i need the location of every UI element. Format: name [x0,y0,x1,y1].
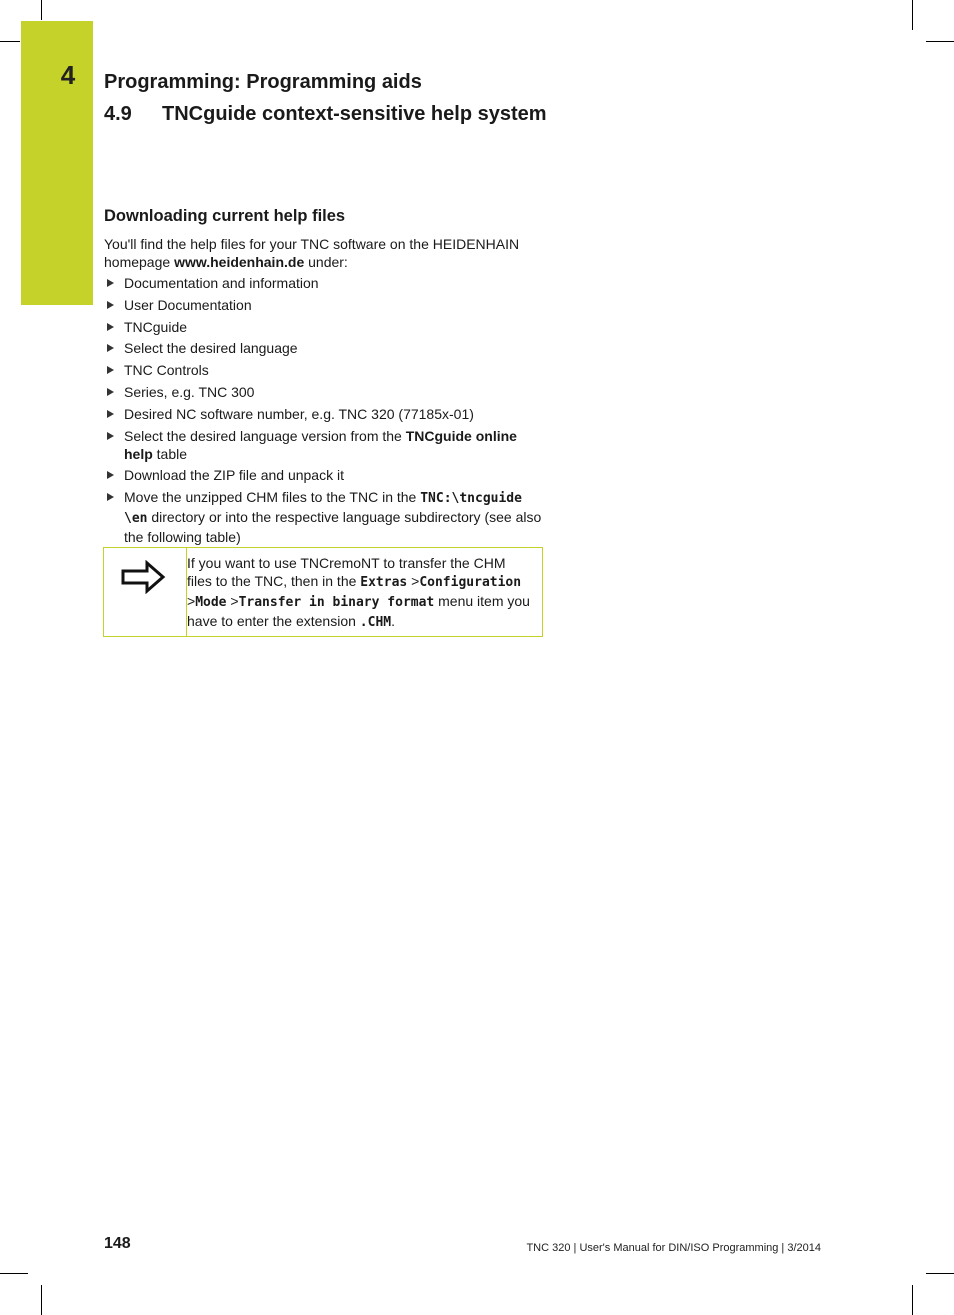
menu-separator: > [407,573,420,589]
step-text: Series, e.g. TNC 300 [124,383,255,400]
file-extension: .CHM [359,615,392,630]
section-title [104,103,547,126]
step-text: Move the unzipped CHM files to the TNC in the [124,489,421,506]
step-item [104,339,544,357]
intro-text: You'll find the help files for your TNC software on the HEIDENHAIN homepage [104,236,520,270]
step-text: Select the desired language version from the [124,427,406,444]
main-content [104,205,544,550]
chapter-tab [21,21,93,305]
menu-configuration: Configuration [419,575,522,590]
crop-mark [0,41,20,42]
crop-mark [41,1285,42,1315]
menu-transfer-binary: Transfer in binary format [238,595,435,610]
step-item [104,361,544,379]
menu-separator: > [226,593,239,609]
crop-mark [926,41,954,42]
step-item [104,383,544,401]
chapter-title: Programming: Programming aids [104,71,422,93]
crop-mark [912,0,913,30]
step-list [104,274,544,546]
step-text: TNCguide [124,318,188,335]
step-bold-text: TNCguide online help [124,427,517,462]
note-box [103,547,543,637]
step-text-end: directory or into the respective language subdirectory (see also the following table) [124,509,542,546]
homepage-link: www.heidenhain.de [174,254,305,270]
directory-path: TNC:\tncguide \en [124,491,522,527]
right-arrow-icon [120,560,166,594]
step-item [104,274,544,292]
step-text: Select the desired language [124,340,298,357]
triangle-bullet-icon [107,323,114,331]
step-item [104,318,544,336]
crop-mark [0,1273,28,1274]
step-text: Documentation and information [124,275,319,291]
note-text-part: menu item you have to enter the extension [187,593,530,629]
triangle-bullet-icon [107,344,114,352]
note-text-part: If you want to use TNCremoNT to transfer the CHM files to the TNC, then in the [187,555,506,589]
chapter-number: 4 [60,60,76,90]
triangle-bullet-icon [107,301,114,309]
step-item [104,427,544,463]
triangle-bullet-icon [107,388,114,396]
triangle-bullet-icon [107,410,114,418]
triangle-bullet-icon [107,279,114,287]
step-item [104,466,544,484]
page-number: 148 [104,1235,131,1252]
note-text [187,554,532,632]
triangle-bullet-icon [107,471,114,479]
crop-mark [926,1273,954,1274]
triangle-bullet-icon [107,366,114,374]
menu-extras: Extras [360,575,408,590]
menu-mode: Mode [195,595,227,610]
section-number: 4.9 [104,103,132,125]
section-name: TNCguide context-sensitive help system [162,103,547,125]
crop-mark [912,1285,913,1315]
step-text: Download the ZIP file and unpack it [124,467,344,484]
intro-text-end: under: [304,254,348,270]
note-icon-cell [104,548,187,636]
note-text-part: . [391,613,395,629]
crop-mark [41,0,42,20]
triangle-bullet-icon [107,432,114,440]
triangle-bullet-icon [107,493,114,501]
step-text: TNC Controls [124,362,209,379]
step-item [104,405,544,423]
step-text: Desired NC software number, e.g. TNC 320 (77185x-01) [124,405,474,422]
intro-paragraph [104,235,544,271]
step-text-end: table [152,445,188,462]
step-text: User Documentation [124,296,252,313]
step-item [104,488,544,546]
step-item [104,296,544,314]
menu-separator: > [187,593,196,609]
subsection-heading: Downloading current help files [104,207,346,225]
footer-text: TNC 320 | User's Manual for DIN/ISO Programming | 3/2014 [526,1242,821,1254]
